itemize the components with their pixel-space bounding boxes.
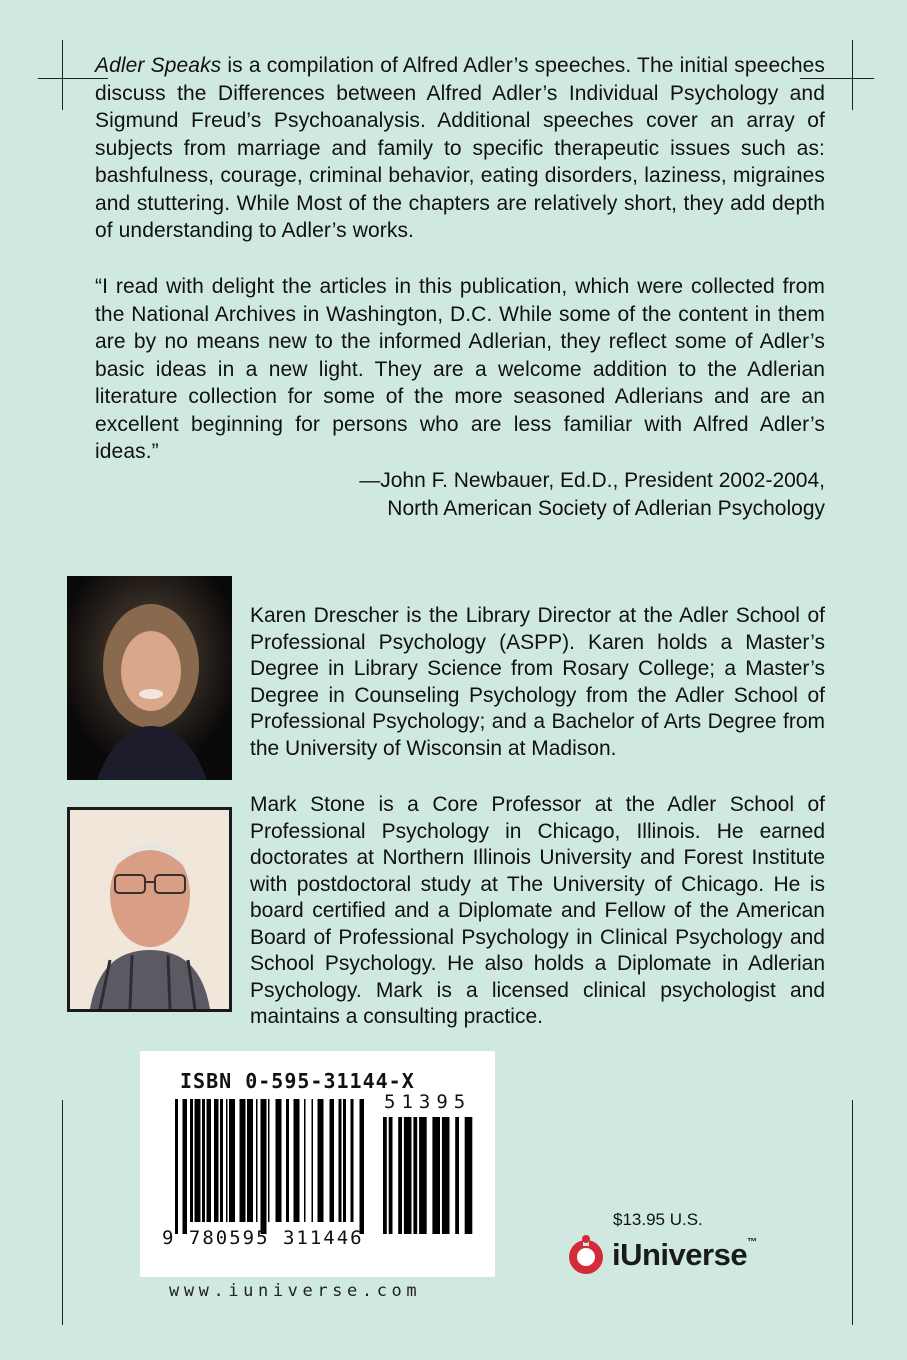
intro-paragraph	[95, 52, 825, 245]
barcode-bar	[419, 1117, 427, 1234]
barcode-bar	[413, 1117, 417, 1234]
trademark: ™	[747, 1237, 757, 1248]
barcode-bar	[318, 1099, 324, 1222]
crop-mark	[852, 1100, 853, 1325]
barcode-bar	[190, 1099, 193, 1222]
barcode-bar	[351, 1099, 354, 1222]
endorsement-quote: “I read with delight the articles in this publication, which were collected from the National Archives in Washington, D.C. While some of the content in them are by no means new to the informed Adlerian, they reflect some of Adler’s basic ideas in a new light. They are a welcome addition to the Adlerian literature collection for some of the more seasoned Adlerians and are an excellent beginning for persons who are less familiar with Alfred Adler’s ideas.”	[95, 275, 825, 463]
barcode-bar	[343, 1099, 346, 1222]
barcode-bar	[261, 1099, 267, 1234]
attribution-line: —John F. Newbauer, Ed.D., President 2002-2004,	[359, 469, 825, 492]
barcode-bar	[214, 1099, 219, 1222]
barcode-bar	[294, 1099, 300, 1222]
price-addon-digits: 51395	[384, 1091, 472, 1113]
ean-barcode	[175, 1099, 370, 1234]
author-photo-mark	[67, 807, 232, 1012]
barcode-bar	[175, 1099, 178, 1234]
price-label: $13.95 U.S.	[613, 1210, 703, 1229]
barcode-bar	[256, 1099, 258, 1222]
barcode-bar	[207, 1099, 212, 1222]
barcode-bar	[240, 1099, 246, 1222]
crop-mark	[852, 40, 853, 110]
isbn-label: ISBN 0-595-31144-X	[180, 1069, 415, 1093]
barcode-bar	[268, 1099, 270, 1222]
barcode-bar	[226, 1099, 228, 1222]
crop-mark	[62, 40, 63, 110]
author-bio-karen: Karen Drescher is the Library Director at the Adler School of Professional Psychology (ASPP). Karen holds a Master’s Degree in Library Science from Rosary College; a Master’s Degree in Counseling Psychology from the Adler School of Professional Psychology; and a Bachelor of Arts Degree from the University of Wisconsin at Madison.	[250, 604, 825, 760]
barcode-panel	[140, 1051, 495, 1277]
barcode-bar	[360, 1099, 365, 1234]
barcode-bar	[220, 1099, 223, 1222]
attribution-line: North American Society of Adlerian Psychology	[387, 496, 825, 520]
barcode-bar	[195, 1099, 201, 1222]
barcode-bar	[276, 1099, 282, 1222]
barcode-bar	[304, 1099, 306, 1222]
ean-digits: 9 780595 311446	[162, 1227, 364, 1249]
barcode-bar	[432, 1117, 440, 1234]
crop-mark	[62, 1100, 63, 1325]
author-bio-mark: Mark Stone is a Core Professor at the Adler School of Professional Psychology in Chicago, Illinois. He earned doctorates at Northern Illinois University and Forest Institute with postdoctoral study at The University of Chicago. He is board certified and a Diplomate and Fellow of the American Board of Professional Psychology in Clinical Psychology and School Psychology. He also holds a Diplomate in Adlerian Psychology. Mark is a licensed clinical psychologist and maintains a consulting practice.	[250, 793, 825, 1028]
addon-barcode	[383, 1117, 478, 1234]
author-photo-karen	[67, 576, 232, 780]
barcode-bar	[330, 1099, 335, 1222]
barcode-bar	[339, 1099, 342, 1222]
barcode-bar	[183, 1099, 188, 1234]
barcode-bar	[286, 1099, 289, 1222]
barcode-bar	[312, 1099, 314, 1222]
barcode-bar	[398, 1117, 402, 1234]
barcode-bar	[247, 1099, 253, 1222]
publisher-name-text: iUniverse	[612, 1237, 748, 1272]
barcode-bar	[383, 1117, 387, 1234]
barcode-bar	[465, 1117, 473, 1234]
book-title: Adler Speaks	[95, 54, 222, 77]
publisher-name	[612, 1237, 757, 1273]
publisher-logo	[566, 1230, 757, 1280]
barcode-bar	[442, 1117, 450, 1234]
iuniverse-logo-icon	[566, 1234, 606, 1276]
barcode-bar	[455, 1117, 459, 1234]
quote-attribution	[300, 467, 825, 522]
barcode-bar	[202, 1099, 205, 1222]
intro-text: is a compilation of Alfred Adler’s speeches. The initial speeches discuss the Differences between Alfred Adler’s Individual Psychology and Sigmund Freud’s Psychoanalysis. Additional speeches cover an array of subjects from marriage and family to specific therapeutic issues such as: bashfulness, courage, criminal behavior, eating disorders, laziness, migraines and stuttering. While Most of the chapters are relatively short, they add depth of understanding to Adler’s works.	[95, 54, 825, 242]
barcode-bar	[404, 1117, 412, 1234]
barcode-bar	[229, 1099, 235, 1222]
publisher-url[interactable]: www.iuniverse.com	[169, 1281, 422, 1301]
barcode-bar	[389, 1117, 393, 1234]
